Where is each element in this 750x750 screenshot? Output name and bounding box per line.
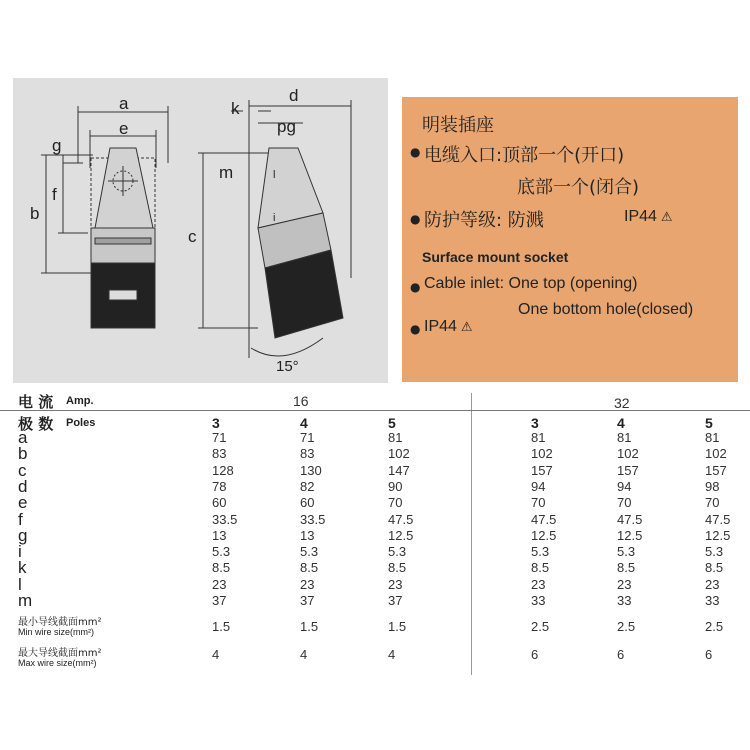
dim-label-k: k <box>231 99 240 118</box>
warning-triangle-icon: ⚠ <box>460 319 473 334</box>
table-cell: 13 <box>212 527 227 543</box>
min-wire-cell: 1.5 <box>212 619 231 634</box>
table-cell: 83 <box>300 446 315 462</box>
table-cell: 82 <box>300 478 315 494</box>
table-cell: 47.5 <box>705 511 731 527</box>
min-wire-label-en: Min wire size(mm²) <box>18 627 94 637</box>
socket-outline-drawing <box>13 78 388 383</box>
dim-label-angle: 15° <box>276 358 299 375</box>
table-cell: 23 <box>705 576 720 592</box>
row-label: m <box>18 591 33 610</box>
dim-label-c: c <box>188 227 197 246</box>
table-cell: 8.5 <box>531 560 550 576</box>
row-label: d <box>18 476 28 496</box>
amp-32: 32 <box>614 395 630 411</box>
table-cell: 33.5 <box>212 511 238 527</box>
row-label: g <box>18 525 28 545</box>
max-wire-cell: 6 <box>705 647 713 662</box>
poles-header: 4 <box>300 415 308 431</box>
amp-16: 16 <box>293 393 309 409</box>
table-cell: 70 <box>531 495 546 511</box>
table-cell: 71 <box>300 430 315 445</box>
table-cell: 37 <box>212 593 227 608</box>
spec-table <box>0 385 750 675</box>
min-wire-cell: 2.5 <box>531 619 550 634</box>
table-cell: 94 <box>531 478 546 494</box>
table-cell: 33 <box>705 593 720 608</box>
dim-label-i: i <box>273 212 276 224</box>
table-cell: 12.5 <box>531 527 557 543</box>
max-wire-cell: 4 <box>300 647 308 662</box>
dim-label-d: d <box>289 86 299 105</box>
info-title-cn: 明装插座 <box>422 115 494 136</box>
max-wire-cell: 4 <box>388 647 396 662</box>
table-cell: 23 <box>531 576 546 592</box>
dim-label-m: m <box>219 163 234 182</box>
info-line5-en: One bottom hole(closed) <box>518 301 694 318</box>
row-label: k <box>18 558 27 578</box>
dim-label-f: f <box>52 185 57 204</box>
row-label: b <box>18 444 28 464</box>
table-cell: 60 <box>212 495 227 511</box>
table-cell: 5.3 <box>212 544 231 560</box>
info-panel <box>402 97 738 382</box>
table-cell: 81 <box>531 430 546 445</box>
min-wire-cell: 2.5 <box>617 619 636 634</box>
dim-label-l: l <box>273 169 276 181</box>
table-cell: 23 <box>300 576 315 592</box>
table-cell: 70 <box>388 495 403 511</box>
bullet-icon: ● <box>410 145 421 159</box>
info-title-en: Surface mount socket <box>422 249 569 265</box>
table-cell: 102 <box>531 446 553 462</box>
poles-header: 5 <box>388 415 396 431</box>
header-rule <box>0 410 750 411</box>
table-cell: 47.5 <box>388 511 414 527</box>
table-cell: 81 <box>617 430 632 445</box>
table-cell: 128 <box>212 462 234 478</box>
poles-label-en: Poles <box>66 417 96 429</box>
table-cell: 5.3 <box>300 544 319 560</box>
poles-header: 3 <box>531 415 539 431</box>
bullet-icon: ● <box>410 212 421 226</box>
table-cell: 5.3 <box>531 544 550 560</box>
table-cell: 8.5 <box>617 560 636 576</box>
dim-label-a: a <box>119 94 129 113</box>
poles-header: 4 <box>617 415 625 431</box>
table-cell: 37 <box>300 593 315 608</box>
table-cell: 70 <box>617 495 632 511</box>
table-cell: 13 <box>300 527 315 543</box>
table-cell: 157 <box>617 462 639 478</box>
table-cell: 33.5 <box>300 511 326 527</box>
table-cell: 102 <box>388 446 410 462</box>
table-cell: 8.5 <box>705 560 724 576</box>
bullet-icon: ● <box>410 280 421 294</box>
dim-label-g: g <box>52 136 62 155</box>
min-wire-cell: 2.5 <box>705 619 724 634</box>
info-line2-cn: 底部一个(闭合) <box>517 177 640 198</box>
table-cell: 12.5 <box>388 527 414 543</box>
table-cell: 94 <box>617 478 632 494</box>
table-cell: 37 <box>388 593 403 608</box>
table-cell: 33 <box>617 593 632 608</box>
max-wire-cell: 6 <box>531 647 539 662</box>
table-cell: 90 <box>388 478 403 494</box>
table-cell: 78 <box>212 478 227 494</box>
table-cell: 60 <box>300 495 315 511</box>
dim-label-b: b <box>30 204 40 223</box>
table-cell: 8.5 <box>212 560 231 576</box>
warning-triangle-icon: ⚠ <box>660 209 673 224</box>
bullet-icon: ● <box>410 322 421 336</box>
table-cell: 8.5 <box>300 560 319 576</box>
table-cell: 23 <box>617 576 632 592</box>
table-cell: 5.3 <box>388 544 407 560</box>
table-cell: 5.3 <box>705 544 724 560</box>
row-label: i <box>18 542 22 562</box>
table-cell: 102 <box>705 446 727 462</box>
table-cell: 8.5 <box>388 560 407 576</box>
column-divider <box>471 393 472 675</box>
poles-label-cn: 极 数 <box>18 415 54 433</box>
row-label: e <box>18 493 28 513</box>
poles-header: 5 <box>705 415 713 431</box>
info-line6-en: IP44 ⚠ <box>424 318 473 335</box>
max-wire-cell: 6 <box>617 647 625 662</box>
min-wire-label-cn: 最小导线截面mm² <box>18 617 102 628</box>
row-label: a <box>18 428 28 447</box>
dimension-drawing <box>13 78 388 383</box>
poles-header: 3 <box>212 415 220 431</box>
min-wire-cell: 1.5 <box>388 619 407 634</box>
table-cell: 81 <box>388 430 403 445</box>
max-wire-label-en: Max wire size(mm²) <box>18 658 97 668</box>
row-label: f <box>18 509 23 529</box>
info-line3-cn: 防护等级: 防溅 <box>424 210 544 231</box>
max-wire-cell: 4 <box>212 647 220 662</box>
table-cell: 23 <box>388 576 403 592</box>
table-cell: 71 <box>212 430 227 445</box>
dim-label-e: e <box>119 119 129 138</box>
table-cell: 157 <box>531 462 553 478</box>
table-cell: 157 <box>705 462 727 478</box>
table-cell: 70 <box>705 495 720 511</box>
table-cell: 81 <box>705 430 720 445</box>
table-cell: 23 <box>212 576 227 592</box>
table-cell: 12.5 <box>617 527 643 543</box>
table-cell: 47.5 <box>617 511 643 527</box>
row-label: c <box>18 460 27 480</box>
table-cell: 102 <box>617 446 639 462</box>
table-cell: 130 <box>300 462 322 478</box>
table-cell: 33 <box>531 593 546 608</box>
dim-label-pg: pg <box>277 117 296 136</box>
table-cell: 47.5 <box>531 511 557 527</box>
min-wire-cell: 1.5 <box>300 619 319 634</box>
table-cell: 83 <box>212 446 227 462</box>
table-cell: 147 <box>388 462 410 478</box>
max-wire-label-cn: 最大导线截面mm² <box>18 648 102 659</box>
info-line1-cn: 电缆入口:顶部一个(开口) <box>424 145 625 166</box>
table-cell: 5.3 <box>617 544 636 560</box>
current-label-en: Amp. <box>66 395 94 407</box>
table-cell: 12.5 <box>705 527 731 543</box>
row-label: l <box>18 574 22 594</box>
info-ip-code: IP44 ⚠ <box>624 208 673 225</box>
info-line4-en: Cable inlet: One top (opening) <box>424 275 638 292</box>
table-cell: 98 <box>705 478 720 494</box>
current-label-cn: 电 流 <box>18 393 54 411</box>
